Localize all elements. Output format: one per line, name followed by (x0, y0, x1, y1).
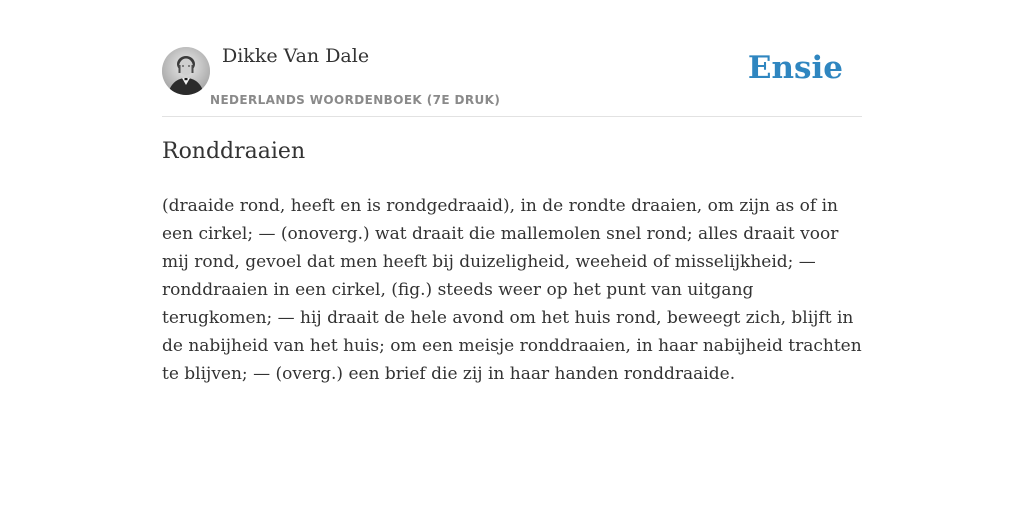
author-name[interactable]: Dikke Van Dale (222, 45, 370, 67)
source-label: NEDERLANDS WOORDENBOEK (7E DRUK) (210, 93, 501, 107)
entry-title: Ronddraaien (162, 139, 306, 164)
entry-definition: (draaide rond, heeft en is rondgedraaid), in de rondte draaien, om zijn as of in een cirkel; — (onoverg.) wat draait die mallemolen snel rond; alles draait voor mij rond, gevoel dat men heeft bij duizeligheid, weeheid of misselijkheid; — ronddraaien in een cirkel, (fig.) steeds weer op het punt van uitgang terugkomen; — hij draait de hele avond om het huis rond, beweegt zich, blijft in de nabijheid van het huis; om een meisje ronddraaien, in haar nabijheid trachten te blijven; — (overg.) een brief die zij in haar handen ronddraaide. (162, 196, 862, 384)
ensie-logo[interactable]: Ensie (747, 50, 843, 86)
author-avatar[interactable] (162, 47, 210, 95)
portrait-icon (162, 47, 210, 95)
entry-card (162, 0, 862, 512)
entry-header (162, 0, 862, 117)
